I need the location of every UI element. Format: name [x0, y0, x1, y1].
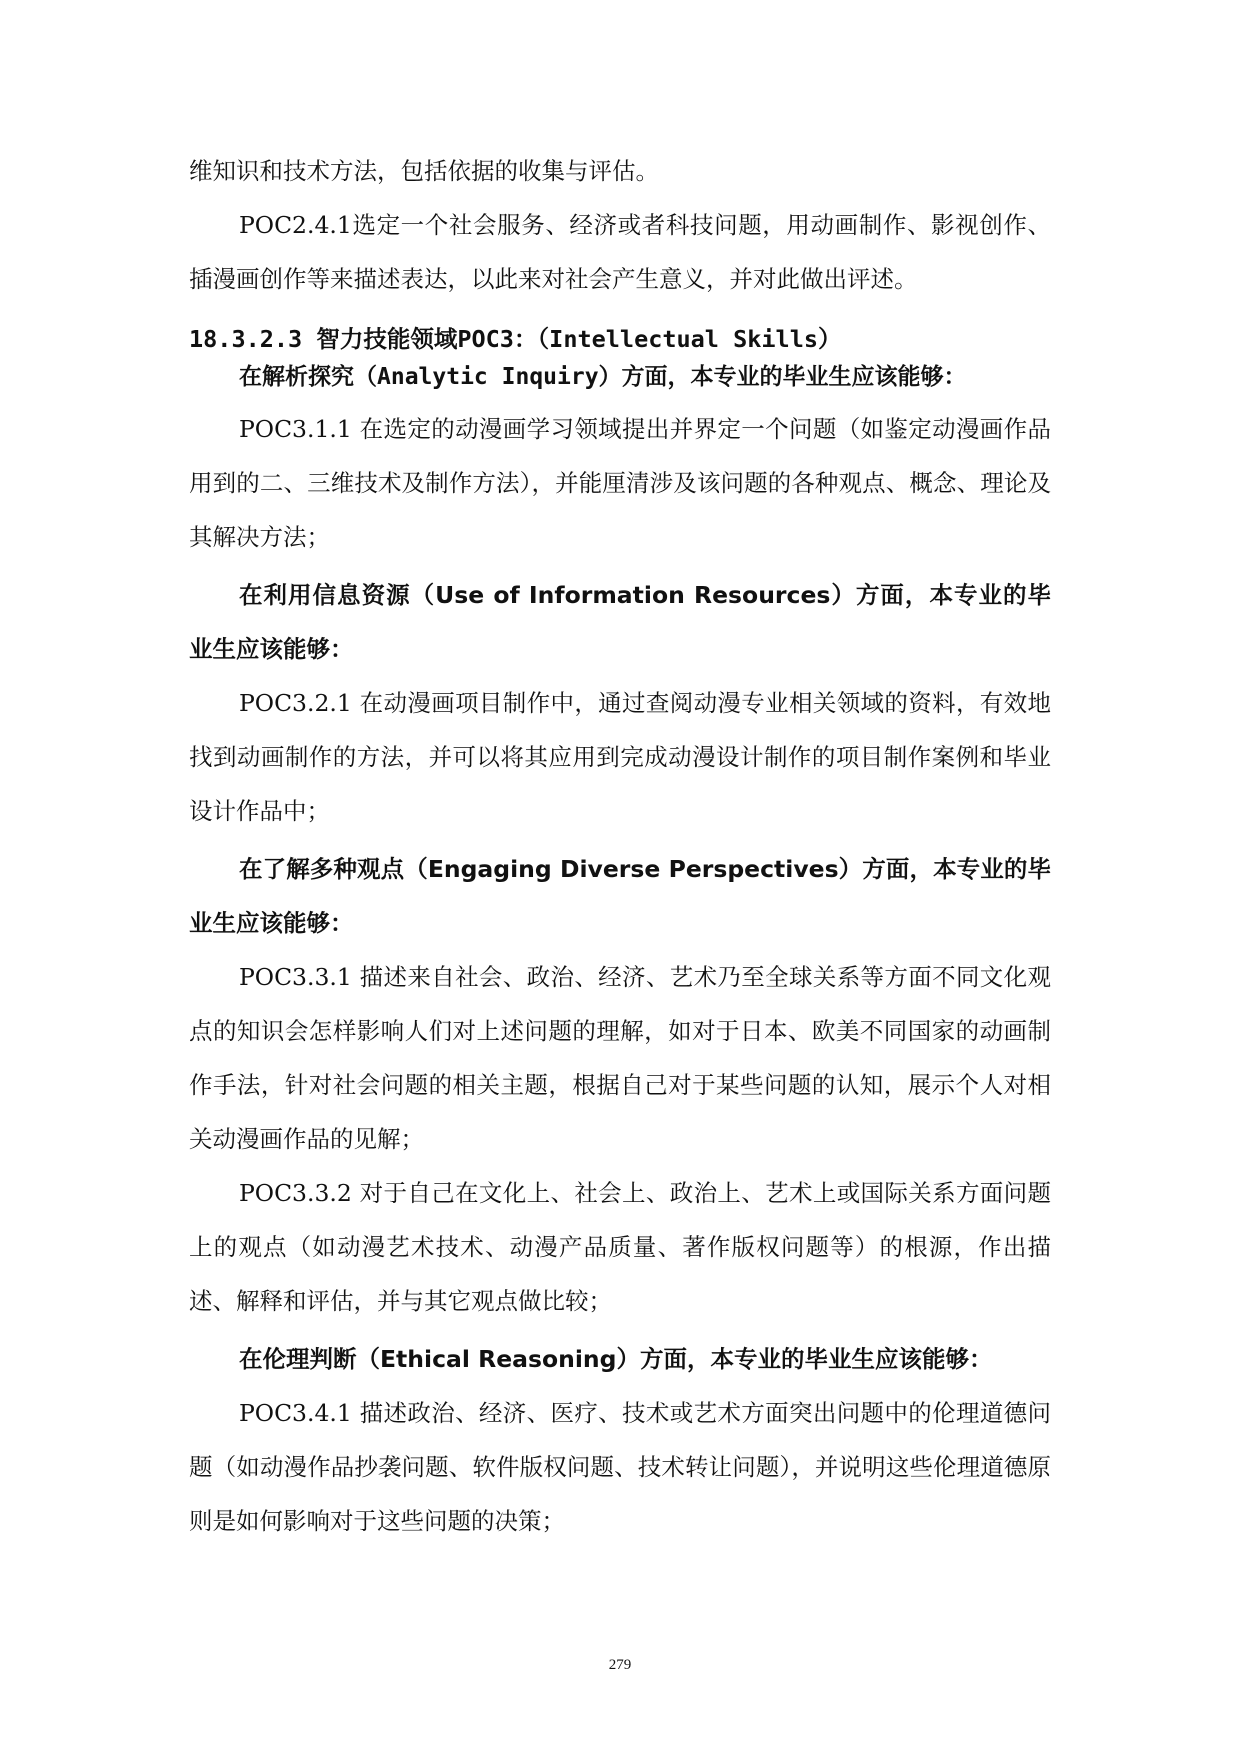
paragraph-continuation: 维知识和技术方法，包括依据的收集与评估。	[189, 157, 659, 185]
paragraph-poc-3-2-1: POC3.2.1 在动漫画项目制作中，通过查阅动漫专业相关领域的资料，有效地找到动画制作的方法，并可以将其应用到完成动漫设计制作的项目制作案例和毕业设计作品中；	[189, 689, 1051, 825]
subheading-information-resources: 在利用信息资源（Use of Information Resources）方面，本专业的毕业生应该能够：	[189, 581, 1051, 663]
paragraph-poc-3-3-2: POC3.3.2 对于自己在文化上、社会上、政治上、艺术上或国际关系方面问题上的观点（如动漫艺术技术、动漫产品质量、著作版权问题等）的根源，作出描述、解释和评估，并与其它观点做比较；	[189, 1179, 1051, 1315]
paragraph-poc-3-1-1: POC3.1.1 在选定的动漫画学习领域提出并界定一个问题（如鉴定动漫画作品用到的二、三维技术及制作方法），并能厘清涉及该问题的各种观点、概念、理论及其解决方法；	[189, 415, 1051, 551]
subheading-diverse-perspectives: 在了解多种观点（Engaging Diverse Perspectives）方面，本专业的毕业生应该能够：	[189, 855, 1051, 937]
paragraph-poc-3-3-1: POC3.3.1 描述来自社会、政治、经济、艺术乃至全球关系等方面不同文化观点的知识会怎样影响人们对上述问题的理解，如对于日本、欧美不同国家的动画制作手法，针对社会问题的相关主题，根据自己对于某些问题的认知，展示个人对相关动漫画作品的见解；	[189, 963, 1051, 1153]
subheading-ethical-reasoning: 在伦理判断（Ethical Reasoning）方面，本专业的毕业生应该能够：	[239, 1345, 993, 1373]
page-number: 279	[608, 1657, 632, 1673]
subheading-analytic-inquiry: 在解析探究（Analytic Inquiry）方面，本专业的毕业生应该能够：	[239, 364, 967, 390]
paragraph-poc-3-4-1: POC3.4.1 描述政治、经济、医疗、技术或艺术方面突出问题中的伦理道德问题（如动漫作品抄袭问题、软件版权问题、技术转让问题），并说明这些伦理道德原则是如何影响对于这些问题的决策；	[189, 1399, 1051, 1535]
page-content	[189, 144, 1051, 1548]
paragraph-poc-2-4-1: POC2.4.1选定一个社会服务、经济或者科技问题，用动画制作、影视创作、插漫画创作等来描述表达，以此来对社会产生意义，并对此做出评述。	[189, 211, 1051, 293]
section-heading-18-3-2-3: 18.3.2.3 智力技能领域POC3：（Intellectual Skills）	[189, 325, 842, 353]
